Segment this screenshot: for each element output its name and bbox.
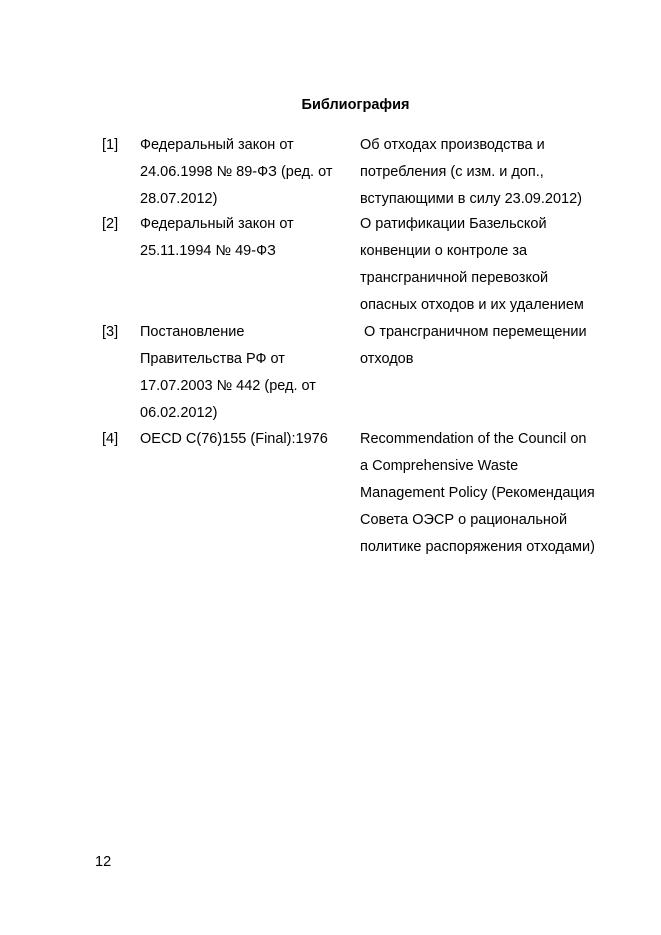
source-line: 25.11.1994 № 49-ФЗ — [140, 243, 276, 259]
description-line: политике распоряжения отходами) — [360, 539, 595, 555]
description-line: Management Policy (Рекомендация — [360, 485, 595, 501]
entry-source — [140, 319, 355, 427]
source-line: 17.07.2003 № 442 (ред. от — [140, 378, 316, 394]
description-line: a Comprehensive Waste — [360, 458, 519, 474]
description-line: О ратификации Базельской — [360, 216, 547, 232]
source-line: 24.06.1998 № 89-ФЗ (ред. от — [140, 164, 333, 180]
entry-number: [1] — [102, 137, 119, 153]
description-line: отходов — [360, 351, 414, 367]
description-line: вступающими в силу 23.09.2012) — [360, 191, 582, 207]
entry-source — [140, 211, 355, 265]
description-line: трансграничной перевозкой — [360, 270, 549, 286]
page-number: 12 — [95, 854, 112, 870]
source-line: Правительства РФ от — [140, 351, 285, 367]
description-line: конвенции о контроле за — [360, 243, 528, 259]
entry-description — [360, 319, 630, 373]
entry-description — [360, 426, 630, 561]
source-line: OECD C(76)155 (Final):1976 — [140, 431, 328, 447]
description-line: Совета ОЭСР о рациональной — [360, 512, 568, 528]
entry-source — [140, 132, 355, 213]
description-line: О трансграничном перемещении — [360, 324, 587, 340]
entry-number: [4] — [102, 431, 119, 447]
entry-number: [3] — [102, 324, 119, 340]
description-line: Recommendation of the Council on — [360, 431, 587, 447]
entry-description — [360, 211, 630, 319]
source-line: Федеральный закон от — [140, 137, 294, 153]
bibliography-title: Библиография — [301, 97, 410, 113]
entry-description — [360, 132, 630, 213]
entry-source — [140, 426, 355, 453]
source-line: 06.02.2012) — [140, 405, 218, 421]
description-line: опасных отходов и их удалением — [360, 297, 584, 313]
source-line: Федеральный закон от — [140, 216, 294, 232]
source-line: 28.07.2012) — [140, 191, 218, 207]
description-line: потребления (с изм. и доп., — [360, 164, 544, 180]
source-line: Постановление — [140, 324, 245, 340]
description-line: Об отходах производства и — [360, 137, 545, 153]
entry-number: [2] — [102, 216, 119, 232]
